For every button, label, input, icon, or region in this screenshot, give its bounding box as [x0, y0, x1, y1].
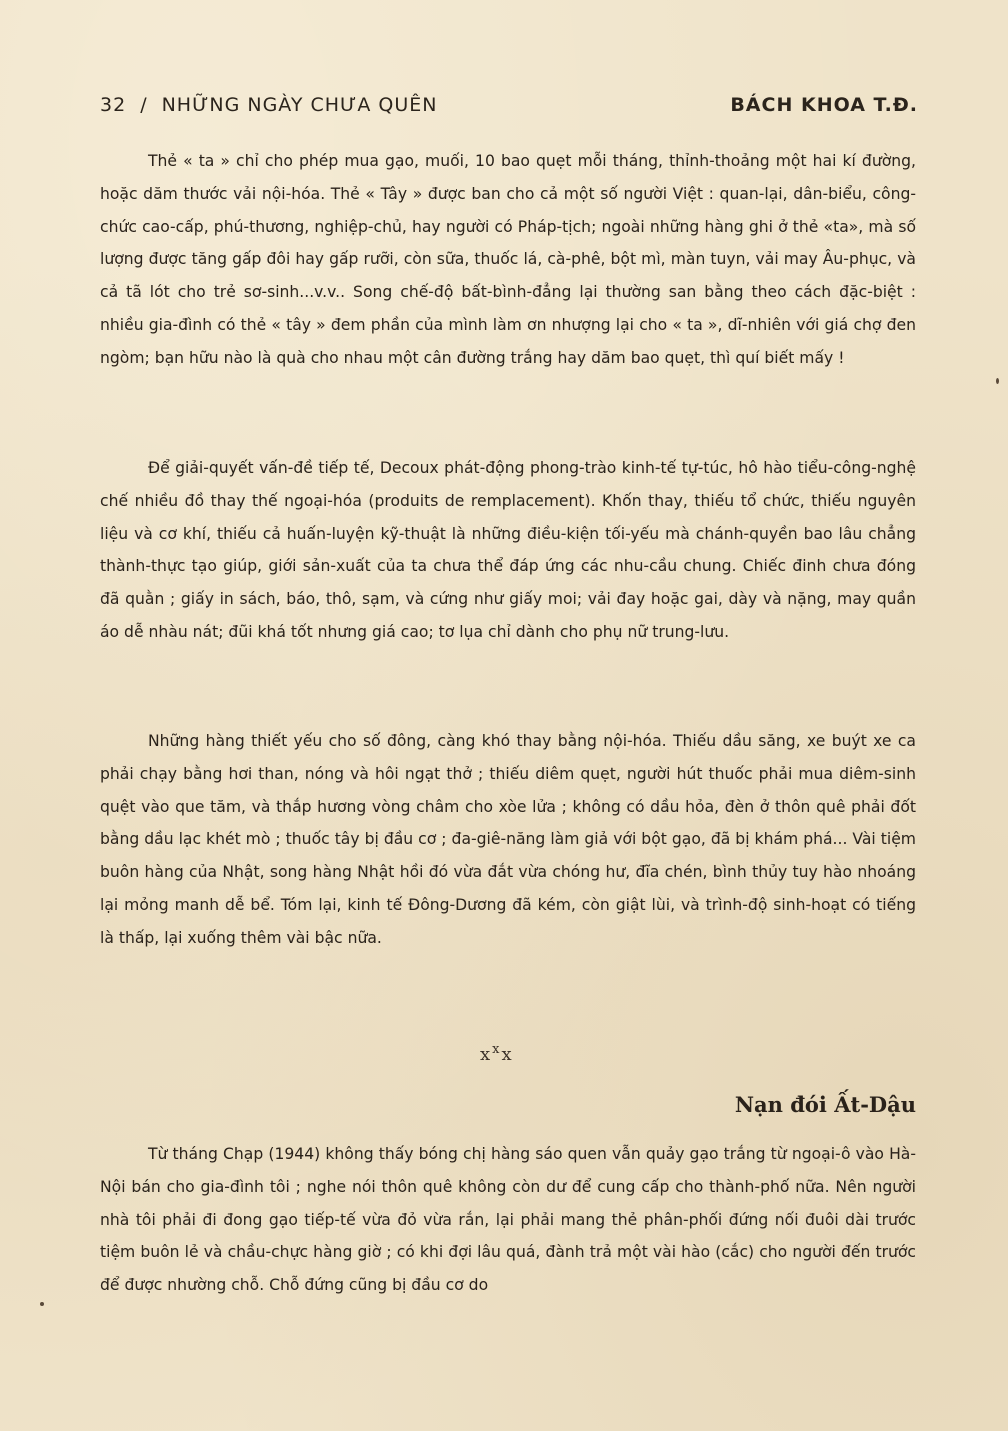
paragraph-1-text: Thẻ « ta » chỉ cho phép mua gạo, muối, 10 bao quẹt mỗi tháng, thỉnh-thoảng một hai kí đường, hoặc dăm thước vải nội-hóa. Thẻ « Tây » được ban cho cả một số người Việt : quan-lại, dân-biểu, công-chức cao-cấp, phú-thương, nghiệp-chủ, hay người có Pháp-tịch; ngoài những hàng ghi ở thẻ «ta», mà số lượng được tăng gấp đôi hay gấp rưỡi, còn sữa, thuốc lá, cà-phê, bột mì, màn tuyn, vải may Âu-phục, và cả tã lót cho trẻ sơ-sinh...v.v.. Song chế-độ bất-bình-đẳng lại thường san bằng theo cách đặc-biệt : nhiều gia-đình có thẻ « tây » đem phần của mình làm ơn nhượng lại cho « ta », dĩ-nhiên với giá chợ đen ngòm; bạn hữu nào là quà cho nhau một cân đường trắng hay dăm bao quẹt, thì quí biết mấy !: [100, 152, 916, 367]
header-separator: /: [140, 94, 148, 116]
paper-speck: [40, 1302, 44, 1306]
paragraph-1: [100, 145, 916, 375]
paper-speck: [996, 378, 999, 384]
running-head-left: [100, 94, 437, 116]
paragraph-4: [100, 1138, 916, 1302]
separator-mark-left: x: [480, 1044, 493, 1065]
paragraph-4-text: Từ tháng Chạp (1944) không thấy bóng chị hàng sáo quen vẫn quảy gạo trắng từ ngoại-ô vào Hà-Nội bán cho gia-đình tôi ; nghe nói thôn quê không còn dư để cung cấp cho thành-phố nữa. Nên người nhà tôi phải đi đong gạo tiếp-tế vừa đỏ vừa rắn, lại phải mang thẻ phân-phối đứng nối đuôi dài trước tiệm buôn lẻ và chầu-chực hàng giờ ; có khi đợi lâu quá, đành trả một vài hào (cắc) cho người đến trước để được nhường chỗ. Chỗ đứng cũng bị đầu cơ do: [100, 1145, 916, 1295]
separator-mark-mid: x: [492, 1042, 502, 1057]
section-title: NHỮNG NGÀY CHƯA QUÊN: [161, 94, 438, 116]
paragraph-2: [100, 452, 916, 649]
section-heading: Nạn đói Ất-Dậu: [734, 1092, 916, 1117]
paragraph-3: [100, 725, 916, 955]
publication-name: BÁCH KHOA T.Đ.: [730, 94, 918, 116]
running-head: [100, 94, 918, 124]
section-separator: [480, 1042, 540, 1065]
paragraph-3-text: Những hàng thiết yếu cho số đông, càng khó thay bằng nội-hóa. Thiếu dầu săng, xe buýt xe ca phải chạy bằng hơi than, nóng và hôi ngạt thở ; thiếu diêm quẹt, người hút thuốc phải mua diêm-sinh quệt vào que tăm, và thắp hương vòng châm cho xòe lửa ; không có dầu hỏa, đèn ở thôn quê phải đốt bằng dầu lạc khét mò ; thuốc tây bị đầu cơ ; đa-giê-năng làm giả với bột gạo, đã bị khám phá... Vài tiệm buôn hàng của Nhật, song hàng Nhật hồi đó vừa đắt vừa chóng hư, đĩa chén, bình thủy tuy hào nhoáng lại mỏng manh dễ bể. Tóm lại, kinh tế Đông-Dương đã kém, còn giật lùi, và trình-độ sinh-hoạt có tiếng là thấp, lại xuống thêm vài bậc nữa.: [100, 732, 916, 947]
paragraph-2-text: Để giải-quyết vấn-đề tiếp tế, Decoux phát-động phong-trào kinh-tế tự-túc, hô hào tiểu-công-nghệ chế nhiều đồ thay thế ngoại-hóa (produits de remplacement). Khốn thay, thiếu tổ chức, thiếu nguyên liệu và cơ khí, thiếu cả huấn-luyện kỹ-thuật là những điều-kiện tối-yếu mà chánh-quyền bao lâu chẳng thành-thực tạo giúp, giới sản-xuất của ta chưa thể đáp ứng các nhu-cầu chung. Chiếc đinh chưa đóng đã quằn ; giấy in sách, báo, thô, sạm, và cứng như giấy moi; vải đay hoặc gai, dày và nặng, may quần áo dễ nhàu nát; đũi khá tốt nhưng giá cao; tơ lụa chỉ dành cho phụ nữ trung-lưu.: [100, 459, 916, 641]
page-number: 32: [100, 94, 127, 116]
separator-mark-right: x: [501, 1044, 514, 1065]
